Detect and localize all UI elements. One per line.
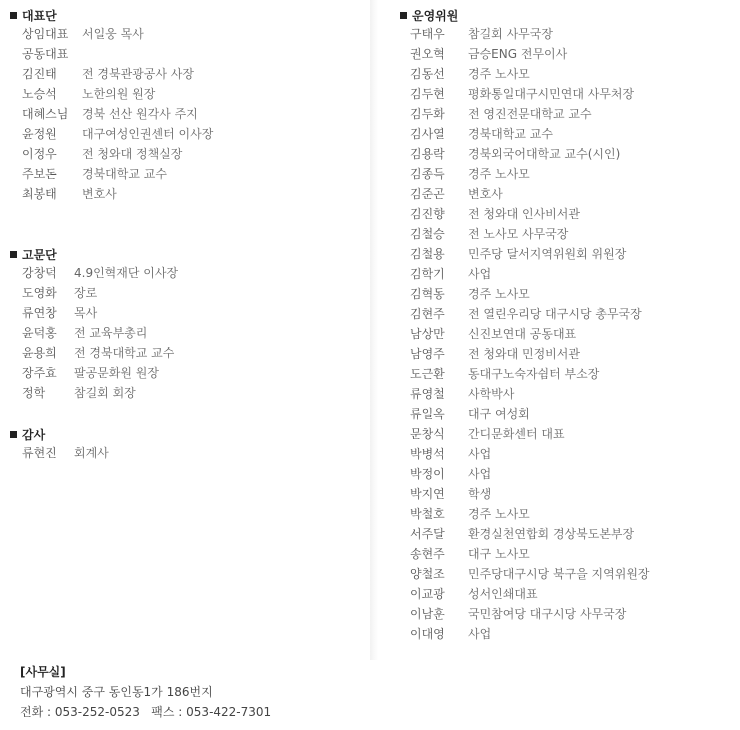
member-row xyxy=(22,104,198,124)
member-row xyxy=(410,24,553,44)
member-row xyxy=(22,144,182,164)
member-role: 변호사 xyxy=(82,187,117,201)
member-role: 전 경북관광공사 사장 xyxy=(82,67,194,81)
member-name: 류일옥 xyxy=(410,407,445,421)
member-row xyxy=(22,263,178,283)
member-role: 전 청와대 민정비서관 xyxy=(468,347,580,361)
member-row xyxy=(22,164,167,184)
member-name: 박철호 xyxy=(410,507,445,521)
member-name: 박지연 xyxy=(410,487,445,501)
member-row xyxy=(410,624,491,644)
member-role: 전 청와대 인사비서관 xyxy=(468,207,580,221)
office-info xyxy=(20,662,271,722)
member-role: 간디문화센터 대표 xyxy=(468,427,565,441)
member-role: 변호사 xyxy=(468,187,503,201)
member-row xyxy=(410,104,592,124)
member-name: 박병석 xyxy=(410,447,445,461)
member-role: 전 경북대학교 교수 xyxy=(74,346,175,360)
member-role: 경주 노사모 xyxy=(468,507,530,521)
member-role: 4.9인혁재단 이사장 xyxy=(74,266,179,280)
member-name: 김종득 xyxy=(410,167,445,181)
member-name: 이남훈 xyxy=(410,607,445,621)
member-row xyxy=(410,324,576,344)
member-role: 사업 xyxy=(468,267,492,281)
member-row xyxy=(410,384,514,404)
member-name: 정학 xyxy=(22,386,46,400)
member-name: 이정우 xyxy=(22,147,57,161)
member-role: 경주 노사모 xyxy=(468,167,530,181)
member-row xyxy=(410,64,530,84)
member-row xyxy=(22,184,117,204)
square-bullet-icon xyxy=(10,251,17,258)
member-row xyxy=(22,124,213,144)
member-name: 박정이 xyxy=(410,467,445,481)
member-role: 민주당대구시당 북구을 지역위원장 xyxy=(468,567,650,581)
member-row xyxy=(410,224,568,244)
member-name: 김학기 xyxy=(410,267,445,281)
member-name: 최봉태 xyxy=(22,187,57,201)
member-role: 평화통일대구시민연대 사무처장 xyxy=(468,87,635,101)
member-role: 국민참여당 대구시당 사무국장 xyxy=(468,607,627,621)
member-name: 류연창 xyxy=(22,306,57,320)
member-role: 전 노사모 사무국장 xyxy=(468,227,569,241)
member-name: 김철승 xyxy=(410,227,445,241)
member-name: 양철조 xyxy=(410,567,445,581)
member-row xyxy=(410,284,530,304)
member-role: 참길회 사무국장 xyxy=(468,27,553,41)
member-row xyxy=(410,344,580,364)
member-name: 윤용희 xyxy=(22,346,57,360)
member-name: 도근환 xyxy=(410,367,445,381)
member-row xyxy=(22,283,97,303)
office-title: [사무실] xyxy=(20,665,66,679)
member-row xyxy=(410,524,634,544)
member-row xyxy=(410,424,565,444)
member-row xyxy=(410,404,530,424)
member-role: 경주 노사모 xyxy=(468,287,530,301)
member-role: 사업 xyxy=(468,627,492,641)
member-name: 남영주 xyxy=(410,347,445,361)
member-name: 문창식 xyxy=(410,427,445,441)
member-name: 김진태 xyxy=(22,67,57,81)
member-name: 공동대표 xyxy=(22,47,69,61)
member-row xyxy=(410,164,530,184)
member-role: 참길회 회장 xyxy=(74,386,136,400)
member-row xyxy=(410,444,491,464)
member-name: 김동선 xyxy=(410,67,445,81)
member-row xyxy=(410,124,553,144)
member-name: 서주달 xyxy=(410,527,445,541)
member-role: 사업 xyxy=(468,467,492,481)
member-role: 목사 xyxy=(74,306,98,320)
member-name: 김준곤 xyxy=(410,187,445,201)
member-name: 노승석 xyxy=(22,87,57,101)
member-row xyxy=(22,363,159,383)
member-name: 김사열 xyxy=(410,127,445,141)
member-name: 대혜스님 xyxy=(22,107,69,121)
member-role: 금승ENG 전무이사 xyxy=(468,47,568,61)
right-column xyxy=(370,0,740,660)
member-row xyxy=(410,484,491,504)
member-row xyxy=(22,84,155,104)
member-role: 팔공문화원 원장 xyxy=(74,366,159,380)
member-role: 환경실천연합회 경상북도본부장 xyxy=(468,527,635,541)
member-row xyxy=(410,304,642,324)
member-role: 전 열린우리당 대구시당 총무국장 xyxy=(468,307,642,321)
member-name: 이교광 xyxy=(410,587,445,601)
member-row xyxy=(22,383,136,403)
member-name: 김혁동 xyxy=(410,287,445,301)
member-role: 장로 xyxy=(74,286,98,300)
member-row xyxy=(410,564,650,584)
member-role: 전 영진전문대학교 교수 xyxy=(468,107,592,121)
member-role: 사업 xyxy=(468,447,492,461)
member-row xyxy=(22,323,147,343)
member-role: 대구여성인권센터 이사장 xyxy=(82,127,214,141)
member-name: 상임대표 xyxy=(22,27,69,41)
member-name: 주보돈 xyxy=(22,167,57,181)
member-row xyxy=(22,24,144,44)
member-row xyxy=(410,264,491,284)
member-role: 전 청와대 정책실장 xyxy=(82,147,183,161)
square-bullet-icon xyxy=(10,12,17,19)
member-row xyxy=(410,84,634,104)
member-role: 성서인쇄대표 xyxy=(468,587,538,601)
member-role: 전 교육부총리 xyxy=(74,326,148,340)
square-bullet-icon xyxy=(400,12,407,19)
member-row xyxy=(410,44,567,64)
member-row xyxy=(22,64,194,84)
member-role: 동대구노숙자쉼터 부소장 xyxy=(468,367,600,381)
member-name: 김철용 xyxy=(410,247,445,261)
member-role: 노한의원 원장 xyxy=(82,87,156,101)
member-row xyxy=(22,303,97,323)
member-name: 김두현 xyxy=(410,87,445,101)
member-name: 송현주 xyxy=(410,547,445,561)
member-row xyxy=(410,184,503,204)
member-role: 경북 선산 원각사 주지 xyxy=(82,107,198,121)
member-row xyxy=(410,204,580,224)
member-row xyxy=(410,364,599,384)
member-row xyxy=(410,544,530,564)
member-role: 사학박사 xyxy=(468,387,515,401)
member-row xyxy=(22,44,82,64)
member-role: 경북대학교 교수 xyxy=(468,127,553,141)
member-row xyxy=(22,343,174,363)
member-row xyxy=(22,443,109,463)
member-row xyxy=(410,584,538,604)
member-name: 장주효 xyxy=(22,366,57,380)
member-role: 서일웅 목사 xyxy=(82,27,144,41)
member-name: 김두화 xyxy=(410,107,445,121)
member-row xyxy=(410,464,491,484)
member-role: 경북외국어대학교 교수(시인) xyxy=(468,147,621,161)
member-role: 대구 노사모 xyxy=(468,547,530,561)
section-gomun-title: 고문단 xyxy=(10,246,57,263)
office-address: 대구광역시 중구 동인동1가 186번지 xyxy=(20,685,213,699)
square-bullet-icon xyxy=(10,431,17,438)
member-name: 김진향 xyxy=(410,207,445,221)
member-name: 김현주 xyxy=(410,307,445,321)
member-name: 류현진 xyxy=(22,446,57,460)
section-daepyo-title: 대표단 xyxy=(10,7,57,24)
member-name: 남상만 xyxy=(410,327,445,341)
member-row xyxy=(410,604,626,624)
member-name: 이대영 xyxy=(410,627,445,641)
member-role: 신진보연대 공동대표 xyxy=(468,327,577,341)
member-role: 민주당 달서지역위원회 위원장 xyxy=(468,247,627,261)
member-name: 구태우 xyxy=(410,27,445,41)
member-name: 권오혁 xyxy=(410,47,445,61)
member-role: 경주 노사모 xyxy=(468,67,530,81)
section-gamsa-title: 감사 xyxy=(10,426,45,443)
member-role: 회계사 xyxy=(74,446,109,460)
section-unyoung-title: 운영위원 xyxy=(400,7,458,24)
member-role: 학생 xyxy=(468,487,492,501)
member-role: 경북대학교 교수 xyxy=(82,167,167,181)
member-name: 강창덕 xyxy=(22,266,57,280)
member-name: 윤정원 xyxy=(22,127,57,141)
office-contact: 전화 : 053-252-0523 팩스 : 053-422-7301 xyxy=(20,705,272,719)
member-name: 도영화 xyxy=(22,286,57,300)
member-name: 윤덕홍 xyxy=(22,326,57,340)
member-name: 김용락 xyxy=(410,147,445,161)
member-row xyxy=(410,244,626,264)
member-role: 대구 여성회 xyxy=(468,407,530,421)
member-row xyxy=(410,504,530,524)
member-row xyxy=(410,144,620,164)
member-name: 류영철 xyxy=(410,387,445,401)
